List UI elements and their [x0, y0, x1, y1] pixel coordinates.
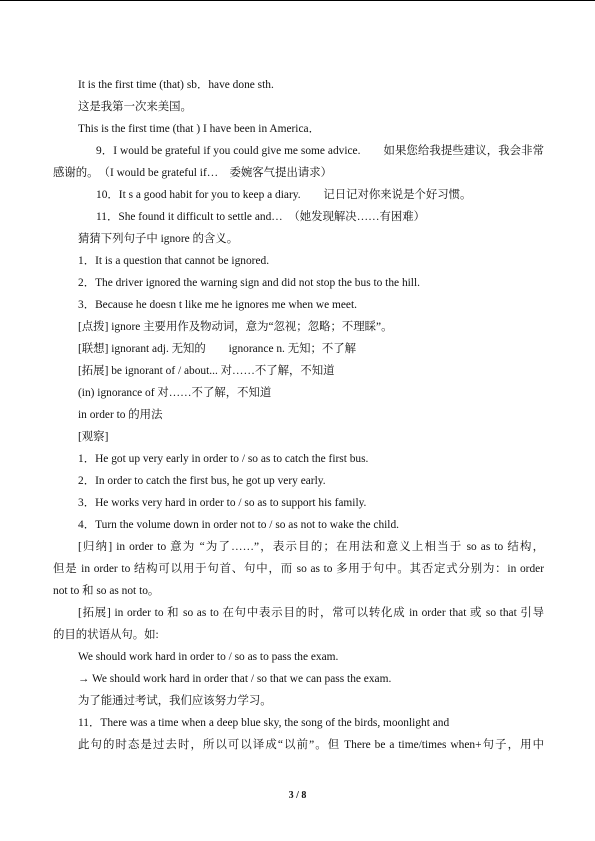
text-line: 11．There was a time when a deep blue sky, the song of the birds, moonlight and: [78, 717, 450, 729]
text-line: This is the first time (that ) I have been in America．: [78, 123, 320, 135]
text-line: 为了能通过考试，我们应该努力学习。: [78, 695, 272, 707]
text-line: 4．Turn the volume down in order not to / so as not to wake the child.: [78, 519, 400, 531]
text-line: [联想] ignorant adj. 无知的 ignorance n. 无知；不了解: [78, 343, 357, 355]
text-line: 感谢的。 （I would be grateful if… 委婉客气提出请求）: [53, 167, 333, 179]
text-line: 此句的时态是过去时，所以可以译成“以前”。但 There be a time/times when+句子，用中: [78, 739, 544, 751]
text-line: → We should work hard in order that / so that we can pass the exam.: [78, 673, 392, 685]
text-line: 1．It is a question that cannot be ignored.: [78, 255, 270, 267]
text-line: 2．In order to catch the first bus, he got up very early.: [78, 475, 326, 487]
text-line: [拓展] be ignorant of / about... 对……不了解，不知道: [78, 365, 335, 377]
page-number: 3 / 8: [288, 790, 307, 801]
text-line: in order to 的用法: [78, 409, 163, 421]
text-line: 10．It s a good habit for you to keep a diary. 记日记对你来说是个好习惯。: [96, 189, 472, 201]
text-line: [归纳] in order to 意为 “为了……”，表示目的；在用法和意义上相当于 so as to 结构，: [78, 541, 544, 553]
text-line: 这是我第一次来美国。: [78, 101, 192, 113]
text-line: 但是 in order to 结构可以用于句首、句中，而 so as to 多用于句中。其否定式分别为：in order: [53, 563, 544, 575]
text-line: [拓展] in order to 和 so as to 在句中表示目的时，常可以转化成 in order that 或 so that 引导: [78, 607, 544, 619]
top-border-line: [0, 0, 595, 1]
text-line: We should work hard in order to / so as to pass the exam.: [78, 651, 339, 663]
text-line: 1．He got up very early in order to / so as to catch the first bus.: [78, 453, 369, 465]
text-line: 11．She found it difficult to settle and… （她发现解决……有困难）: [96, 211, 426, 223]
text-line: 3．Because he doesn t like me he ignores me when we meet.: [78, 299, 357, 311]
text-line: 3．He works very hard in order to / so as to support his family.: [78, 497, 367, 509]
text-line: (in) ignorance of 对……不了解，不知道: [78, 387, 272, 399]
text-line: 2．The driver ignored the warning sign and did not stop the bus to the hill.: [78, 277, 420, 289]
text-line: 的目的状语从句。如:: [53, 629, 159, 641]
page-content: [53, 74, 544, 756]
text-line: 猜猜下列句子中 ignore 的含义。: [78, 233, 239, 245]
text-line: 9．I would be grateful if you could give me some advice. 如果您给我提些建议，我会非常: [96, 145, 544, 157]
text-line: [观察]: [78, 431, 109, 443]
text-line: not to 和 so as not to。: [53, 585, 160, 597]
text-line: [点拨] ignore 主要用作及物动词，意为“忽视；忽略；不理睬”。: [78, 321, 393, 333]
text-line: It is the first time (that) sb．have done sth.: [78, 79, 274, 91]
